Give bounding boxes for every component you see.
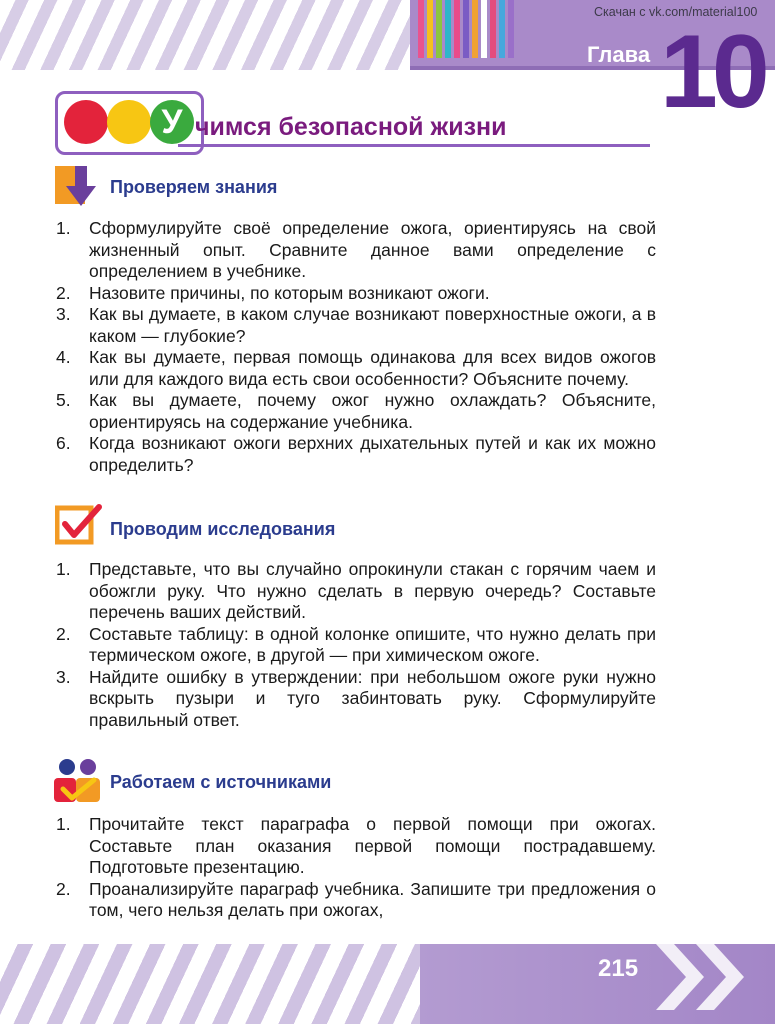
list-item: 1. Представьте, что вы случайно опрокинули стакан с горячим чаем и обожгли руку. Что нужно сделать в первую очередь? Составьте перечень ваших действий. <box>56 559 656 622</box>
checkbox-icon <box>55 504 103 551</box>
list-item: 1. Прочитайте текст параграфа о первой помощи при ожогах. Составьте план оказания первой помощи пострадавшему. Подготовьте презентацию. <box>56 814 656 877</box>
color-bar <box>499 0 505 58</box>
list-item: 3. Найдите ошибку в утверждении: при небольшом ожоге руки нужно вскрыть пузыри и туго забинтовать руку. Сформулируйте правильный ответ. <box>56 666 656 730</box>
color-bar <box>472 0 478 58</box>
color-bar <box>463 0 469 58</box>
color-bar <box>490 0 496 58</box>
traffic-light-green-icon: У <box>150 100 194 144</box>
watermark: Скачан с vk.com/material100 <box>594 5 758 19</box>
page-number: 215 <box>598 955 639 982</box>
people-icon <box>54 758 104 809</box>
list-item: 5. Как вы думаете, почему ожог нужно охлаждать? Объясните, ориентируясь на содержание учебника. <box>56 390 656 432</box>
check-knowledge-list <box>56 218 656 476</box>
chapter-number: 10 <box>660 14 764 130</box>
traffic-light-red-icon <box>64 100 108 144</box>
color-bar <box>454 0 460 58</box>
check-knowledge-title: Проверяем знания <box>110 177 278 197</box>
next-page-chevrons-icon <box>656 930 756 1029</box>
traffic-light-yellow-icon <box>107 100 151 144</box>
list-item: 3. Как вы думаете, в каком случае возникают поверхностные ожоги, а в каком — глубокие? <box>56 304 656 346</box>
research-title: Проводим исследования <box>110 519 336 539</box>
color-bars <box>418 0 514 58</box>
color-bar <box>508 0 514 58</box>
down-arrow-icon <box>55 166 101 213</box>
list-item: 2. Проанализируйте параграф учебника. Запишите три предложения о том, чего нельзя делать при ожогах, <box>56 878 656 920</box>
list-item: 2. Составьте таблицу: в одной колонке опишите, что нужно делать при термическом ожоге, в другой — при химическом ожоге. <box>56 623 656 665</box>
list-item: 6. Когда возникают ожоги верхних дыхательных путей и как их можно определить? <box>56 433 656 475</box>
chapter-label: Глава <box>587 42 651 67</box>
section-title-underline <box>178 144 650 147</box>
color-bar <box>445 0 451 58</box>
color-bar <box>481 0 487 58</box>
section-title: чимся безопасной жизни <box>195 113 507 141</box>
list-item: 1. Сформулируйте своё определение ожога, ориентируясь на свой жизненный опыт. Сравните данное вами определение с определением в учебнике. <box>56 218 656 281</box>
list-item: 4. Как вы думаете, первая помощь одинакова для всех видов ожогов или для каждого вида есть свои особенности? Объясните почему. <box>56 347 656 389</box>
sources-title: Работаем с источниками <box>110 772 332 792</box>
color-bar <box>427 0 433 58</box>
color-bar <box>436 0 442 58</box>
research-list <box>56 559 656 731</box>
list-item: 2. Назовите причины, по которым возникают ожоги. <box>56 282 490 303</box>
sources-list <box>56 814 656 922</box>
header-stripes <box>0 0 420 70</box>
color-bar <box>418 0 424 58</box>
